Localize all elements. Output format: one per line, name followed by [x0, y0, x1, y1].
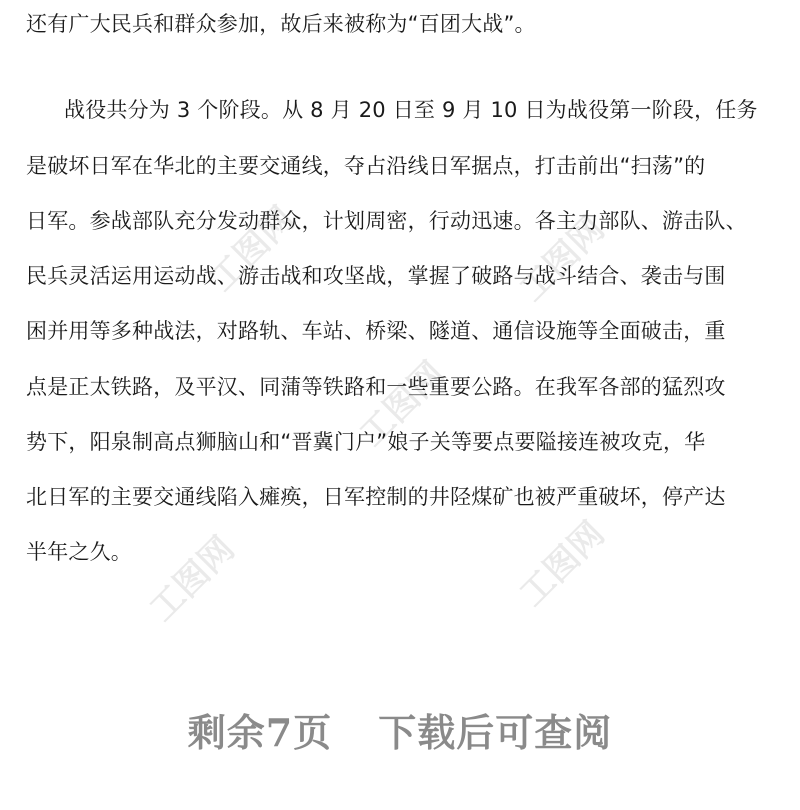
paragraph-line: 民兵灵活运用运动战、游击战和攻坚战，掌握了破路与战斗结合、袭击与围 — [26, 264, 726, 288]
paragraph-line: 势下，阳泉制高点狮脑山和“晋冀门户”娘子关等要点要隘接连被攻克，华 — [26, 430, 706, 454]
watermark-text: 工图网 — [352, 354, 452, 454]
paragraph-line: 是破坏日军在华北的主要交通线，夺占沿线日军据点，打击前出“扫荡”的 — [26, 154, 706, 178]
watermark-text: 工图网 — [512, 514, 612, 614]
paragraph-line: 战役共分为 3 个阶段。从 8 月 20 日至 9 月 10 日为战役第一阶段，任务 — [64, 98, 758, 122]
paragraph-line: 还有广大民兵和群众参加，故后来被称为“百团大战”。 — [26, 12, 536, 36]
paragraph-line: 困并用等多种战法，对路轨、车站、桥梁、隧道、通信设施等全面破击，重 — [26, 319, 726, 343]
watermark-text: 工图网 — [202, 199, 302, 299]
paragraph-line: 日军。参战部队充分发动群众，计划周密，行动迅速。各主力部队、游击队、 — [26, 209, 747, 233]
remaining-pages-text: 剩余7页 — [187, 710, 333, 755]
paragraph-line: 点是正太铁路，及平汉、同蒲等铁路和一些重要公路。在我军各部的猛烈攻 — [26, 375, 726, 399]
watermark-text: 工图网 — [512, 209, 612, 309]
download-prompt[interactable] — [0, 706, 800, 760]
download-to-view-text: 下载后可查阅 — [378, 710, 613, 755]
paragraph-line: 北日军的主要交通线陷入瘫痪，日军控制的井陉煤矿也被严重破坏，停产达 — [26, 485, 726, 509]
watermark-logo — [501, 171, 649, 319]
watermark-text: 工图网 — [142, 529, 242, 629]
paragraph-line: 半年之久。 — [26, 540, 132, 564]
